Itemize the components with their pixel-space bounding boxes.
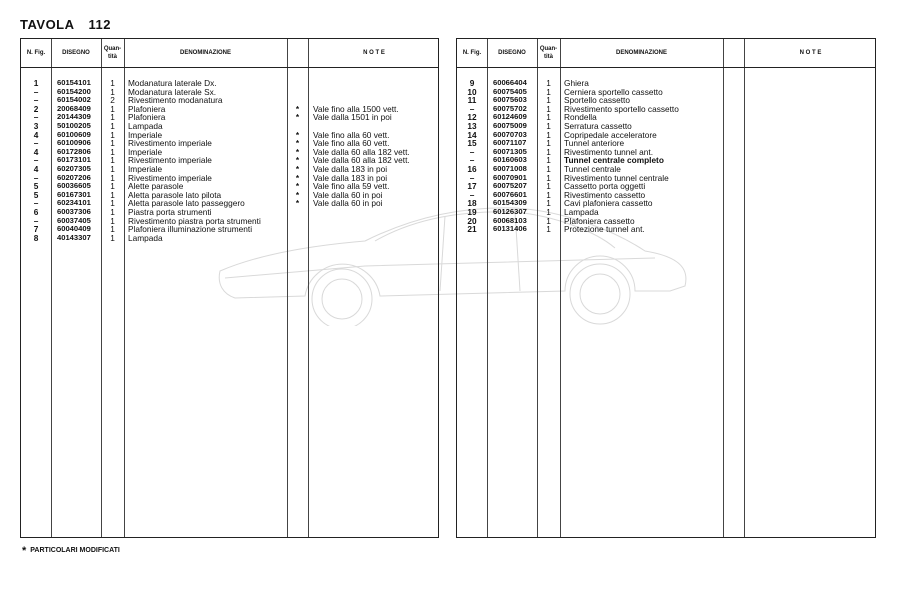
note-text: Vale fino alla 60 vett. bbox=[313, 129, 390, 140]
drawing-number: 60066404 bbox=[493, 78, 527, 87]
drawing-number: 60131406 bbox=[493, 224, 527, 234]
part-name: Ghiera bbox=[564, 78, 589, 88]
fig-number: 19 bbox=[467, 206, 477, 217]
drawing-number: 60154002 bbox=[57, 95, 91, 105]
drawing-number: 60167301 bbox=[57, 189, 91, 199]
modified-marker: * bbox=[295, 138, 300, 149]
quantity: 1 bbox=[110, 103, 115, 114]
part-name: Cavi plafoniera cassetto bbox=[564, 198, 653, 209]
part-name: Rivestimento modanatura bbox=[128, 95, 223, 106]
drawing-number: 60100906 bbox=[57, 138, 91, 148]
drawing-number: 60126307 bbox=[493, 206, 527, 216]
fig-number: 13 bbox=[467, 120, 477, 131]
header-qty: Quan- tità bbox=[103, 46, 122, 60]
part-name: Lampada bbox=[128, 232, 163, 243]
part-name: Rondella bbox=[564, 112, 597, 123]
part-name: Rivestimento imperiale bbox=[128, 172, 212, 183]
drawing-number: 60234101 bbox=[57, 198, 91, 208]
part-name: Lampada bbox=[128, 120, 163, 131]
part-name: Sportello cassetto bbox=[564, 95, 630, 106]
quantity: 1 bbox=[546, 138, 551, 149]
modified-marker: * bbox=[295, 163, 300, 174]
drawing-number: 40143307 bbox=[57, 232, 91, 242]
note-text: Vale dalla 1501 in poi bbox=[313, 112, 392, 123]
header-note: N O T E bbox=[363, 50, 385, 56]
note-text: Vale dalla 183 in poi bbox=[313, 163, 388, 174]
header-fig: N. Fig. bbox=[26, 50, 46, 56]
drawing-number: 60036605 bbox=[57, 181, 91, 191]
quantity: 1 bbox=[546, 215, 551, 226]
part-name: Tunnel anteriore bbox=[564, 138, 625, 149]
quantity: 1 bbox=[546, 120, 551, 131]
fig-number: 10 bbox=[467, 86, 477, 97]
part-name: Cerniera sportello cassetto bbox=[564, 86, 663, 97]
quantity: 1 bbox=[546, 163, 551, 174]
part-name: Imperiale bbox=[128, 146, 163, 157]
footnote bbox=[22, 545, 120, 557]
fig-number: 3 bbox=[33, 120, 39, 131]
header-denominazione: DENOMINAZIONE bbox=[180, 50, 231, 56]
footnote-text: PARTICOLARI MODIFICATI bbox=[30, 547, 120, 554]
note-text: Vale dalla 60 alla 182 vett. bbox=[313, 155, 410, 166]
part-name: Tunnel centrale completo bbox=[564, 155, 664, 166]
header-denominazione: DENOMINAZIONE bbox=[616, 50, 667, 56]
quantity: 1 bbox=[110, 206, 115, 217]
drawing-number: 60040409 bbox=[57, 224, 91, 234]
title-number: 112 bbox=[88, 17, 111, 32]
note-text: Vale dalla 60 alla 182 vett. bbox=[313, 146, 410, 157]
drawing-number: 60068103 bbox=[493, 215, 527, 225]
part-name: Rivestimento tunnel ant. bbox=[564, 146, 654, 157]
quantity: 1 bbox=[110, 189, 115, 200]
part-name: Lampada bbox=[564, 206, 599, 217]
drawing-number: 20068409 bbox=[57, 103, 91, 113]
modified-marker: * bbox=[295, 198, 300, 209]
fig-number: – bbox=[33, 112, 39, 123]
part-name: Rivestimento cassetto bbox=[564, 189, 646, 200]
quantity: 1 bbox=[546, 146, 551, 157]
drawing-number: 60070901 bbox=[493, 172, 527, 182]
right-rows bbox=[457, 79, 875, 234]
drawing-number: 60154200 bbox=[57, 86, 91, 96]
part-name: Imperiale bbox=[128, 129, 163, 140]
quantity: 1 bbox=[546, 129, 551, 140]
drawing-number: 60075603 bbox=[493, 95, 527, 105]
fig-number: – bbox=[33, 86, 39, 97]
fig-number: – bbox=[33, 172, 39, 183]
part-name: Rivestimento tunnel centrale bbox=[564, 172, 669, 183]
part-name: Modanatura laterale Sx. bbox=[128, 86, 217, 97]
quantity: 1 bbox=[546, 181, 551, 192]
drawing-number: 60160603 bbox=[493, 155, 527, 165]
note-text: Vale dalla 60 in poi bbox=[313, 189, 383, 200]
quantity: 2 bbox=[110, 95, 115, 106]
part-name: Rivestimento sportello cassetto bbox=[564, 103, 679, 114]
part-name: Alette parasole bbox=[128, 181, 184, 192]
fig-number: 4 bbox=[33, 129, 39, 140]
drawing-number: 60075207 bbox=[493, 181, 527, 191]
fig-number: 11 bbox=[467, 95, 477, 106]
fig-number: 15 bbox=[467, 138, 477, 149]
fig-number: 18 bbox=[467, 198, 477, 209]
part-name: Copripedale acceleratore bbox=[564, 129, 657, 140]
note-text: Vale fino alla 1500 vett. bbox=[313, 103, 399, 114]
part-name: Cassetto porta oggetti bbox=[564, 181, 646, 192]
quantity: 1 bbox=[110, 232, 115, 243]
drawing-number: 60075009 bbox=[493, 120, 527, 130]
fig-number: – bbox=[33, 215, 39, 226]
header-disegno: DISEGNO bbox=[498, 50, 526, 56]
fig-number: 4 bbox=[33, 146, 39, 157]
quantity: 1 bbox=[546, 103, 551, 114]
modified-marker: * bbox=[295, 189, 300, 200]
quantity: 1 bbox=[110, 215, 115, 226]
drawing-number: 60172806 bbox=[57, 146, 91, 156]
fig-number: – bbox=[33, 198, 39, 209]
parts-table-left bbox=[20, 38, 439, 538]
quantity: 1 bbox=[546, 206, 551, 217]
quantity: 1 bbox=[110, 181, 115, 192]
fig-number: 2 bbox=[33, 103, 39, 114]
quantity: 1 bbox=[110, 155, 115, 166]
quantity: 1 bbox=[546, 224, 551, 235]
part-name: Plafoniera bbox=[128, 103, 166, 114]
fig-number: 16 bbox=[467, 163, 477, 174]
fig-number: 17 bbox=[467, 181, 477, 192]
drawing-number: 60173101 bbox=[57, 155, 91, 165]
fig-number: 21 bbox=[467, 224, 477, 235]
quantity: 1 bbox=[110, 129, 115, 140]
part-name: Tunnel centrale bbox=[564, 163, 621, 174]
header-fig: N. Fig. bbox=[462, 50, 482, 56]
quantity: 1 bbox=[110, 224, 115, 235]
parts-table-right bbox=[456, 38, 876, 538]
part-name: Plafoniera illuminazione strumenti bbox=[128, 224, 253, 235]
drawing-number: 60071305 bbox=[493, 146, 527, 156]
quantity: 1 bbox=[110, 112, 115, 123]
modified-marker: * bbox=[295, 155, 300, 166]
fig-number: – bbox=[469, 103, 475, 114]
part-name: Rivestimento imperiale bbox=[128, 155, 212, 166]
drawing-number: 60075702 bbox=[493, 103, 527, 113]
part-name: Imperiale bbox=[128, 163, 163, 174]
fig-number: – bbox=[33, 155, 39, 166]
quantity: 1 bbox=[110, 78, 115, 88]
fig-number: 4 bbox=[33, 163, 39, 174]
note-text: Vale dalla 60 in poi bbox=[313, 198, 383, 209]
fig-number: 12 bbox=[467, 112, 477, 123]
fig-number: 14 bbox=[467, 129, 477, 140]
modified-marker: * bbox=[295, 172, 300, 183]
part-name: Modanatura laterale Dx. bbox=[128, 78, 217, 88]
fig-number: 7 bbox=[33, 224, 39, 235]
header-disegno: DISEGNO bbox=[62, 50, 90, 56]
drawing-number: 60207206 bbox=[57, 172, 91, 182]
part-name: Protezione tunnel ant. bbox=[564, 224, 645, 235]
fig-number: 9 bbox=[469, 78, 475, 88]
drawing-number: 60207305 bbox=[57, 163, 91, 173]
quantity: 1 bbox=[110, 86, 115, 97]
quantity: 1 bbox=[546, 198, 551, 209]
fig-number: – bbox=[33, 95, 39, 106]
quantity: 1 bbox=[546, 95, 551, 106]
drawing-number: 60100609 bbox=[57, 129, 91, 139]
drawing-number: 60076601 bbox=[493, 189, 527, 199]
table-row bbox=[457, 225, 875, 234]
drawing-number: 60154101 bbox=[57, 78, 91, 87]
drawing-number: 60154309 bbox=[493, 198, 527, 208]
quantity: 1 bbox=[546, 112, 551, 123]
fig-number: 5 bbox=[33, 189, 39, 200]
header-qty: Quan- tità bbox=[539, 46, 558, 60]
drawing-number: 60037405 bbox=[57, 215, 91, 225]
quantity: 1 bbox=[546, 86, 551, 97]
quantity: 1 bbox=[546, 172, 551, 183]
drawing-number: 20144309 bbox=[57, 112, 91, 122]
part-name: Plafoniera cassetto bbox=[564, 215, 635, 226]
part-name: Rivestimento imperiale bbox=[128, 138, 212, 149]
modified-marker: * bbox=[295, 112, 300, 123]
drawing-number: 60071107 bbox=[493, 138, 527, 148]
fig-number: – bbox=[469, 189, 475, 200]
modified-marker: * bbox=[295, 146, 300, 157]
footnote-symbol: * bbox=[22, 545, 27, 557]
part-name: Aletta parasole lato passeggero bbox=[128, 198, 245, 209]
part-name: Plafoniera bbox=[128, 112, 166, 123]
part-name: Rivestimento piastra porta strumenti bbox=[128, 215, 261, 226]
quantity: 1 bbox=[546, 78, 551, 88]
note-text: Vale fino alla 60 vett. bbox=[313, 138, 390, 149]
note-text: Vale fino alla 59 vett. bbox=[313, 181, 390, 192]
quantity: 1 bbox=[546, 155, 551, 166]
fig-number: 6 bbox=[33, 206, 39, 217]
header-note: N O T E bbox=[799, 50, 822, 56]
title-label: TAVOLA bbox=[20, 17, 75, 32]
modified-marker: * bbox=[295, 103, 300, 114]
part-name: Aletta parasole lato pilota bbox=[128, 189, 222, 200]
drawing-number: 60071008 bbox=[493, 163, 527, 173]
fig-number: 8 bbox=[33, 232, 39, 243]
part-name: Serratura cassetto bbox=[564, 120, 632, 131]
quantity: 1 bbox=[110, 146, 115, 157]
modified-marker: * bbox=[295, 129, 300, 140]
table-row bbox=[21, 234, 438, 243]
page-title bbox=[20, 17, 111, 32]
fig-number: 5 bbox=[33, 181, 39, 192]
fig-number: 1 bbox=[33, 78, 39, 88]
quantity: 1 bbox=[110, 172, 115, 183]
drawing-number: 60037306 bbox=[57, 206, 91, 216]
fig-number: – bbox=[469, 155, 475, 166]
quantity: 1 bbox=[546, 189, 551, 200]
quantity: 1 bbox=[110, 163, 115, 174]
left-rows bbox=[21, 79, 438, 242]
quantity: 1 bbox=[110, 138, 115, 149]
fig-number: – bbox=[469, 172, 475, 183]
quantity: 1 bbox=[110, 120, 115, 131]
quantity: 1 bbox=[110, 198, 115, 209]
fig-number: – bbox=[469, 146, 475, 157]
drawing-number: 60124609 bbox=[493, 112, 527, 122]
part-name: Piastra porta strumenti bbox=[128, 206, 212, 217]
fig-number: – bbox=[33, 138, 39, 149]
note-text: Vale dalla 183 in poi bbox=[313, 172, 388, 183]
fig-number: 20 bbox=[467, 215, 477, 226]
drawing-number: 60070703 bbox=[493, 129, 527, 139]
modified-marker: * bbox=[295, 181, 300, 192]
drawing-number: 50100205 bbox=[57, 120, 91, 130]
drawing-number: 60075405 bbox=[493, 86, 527, 96]
